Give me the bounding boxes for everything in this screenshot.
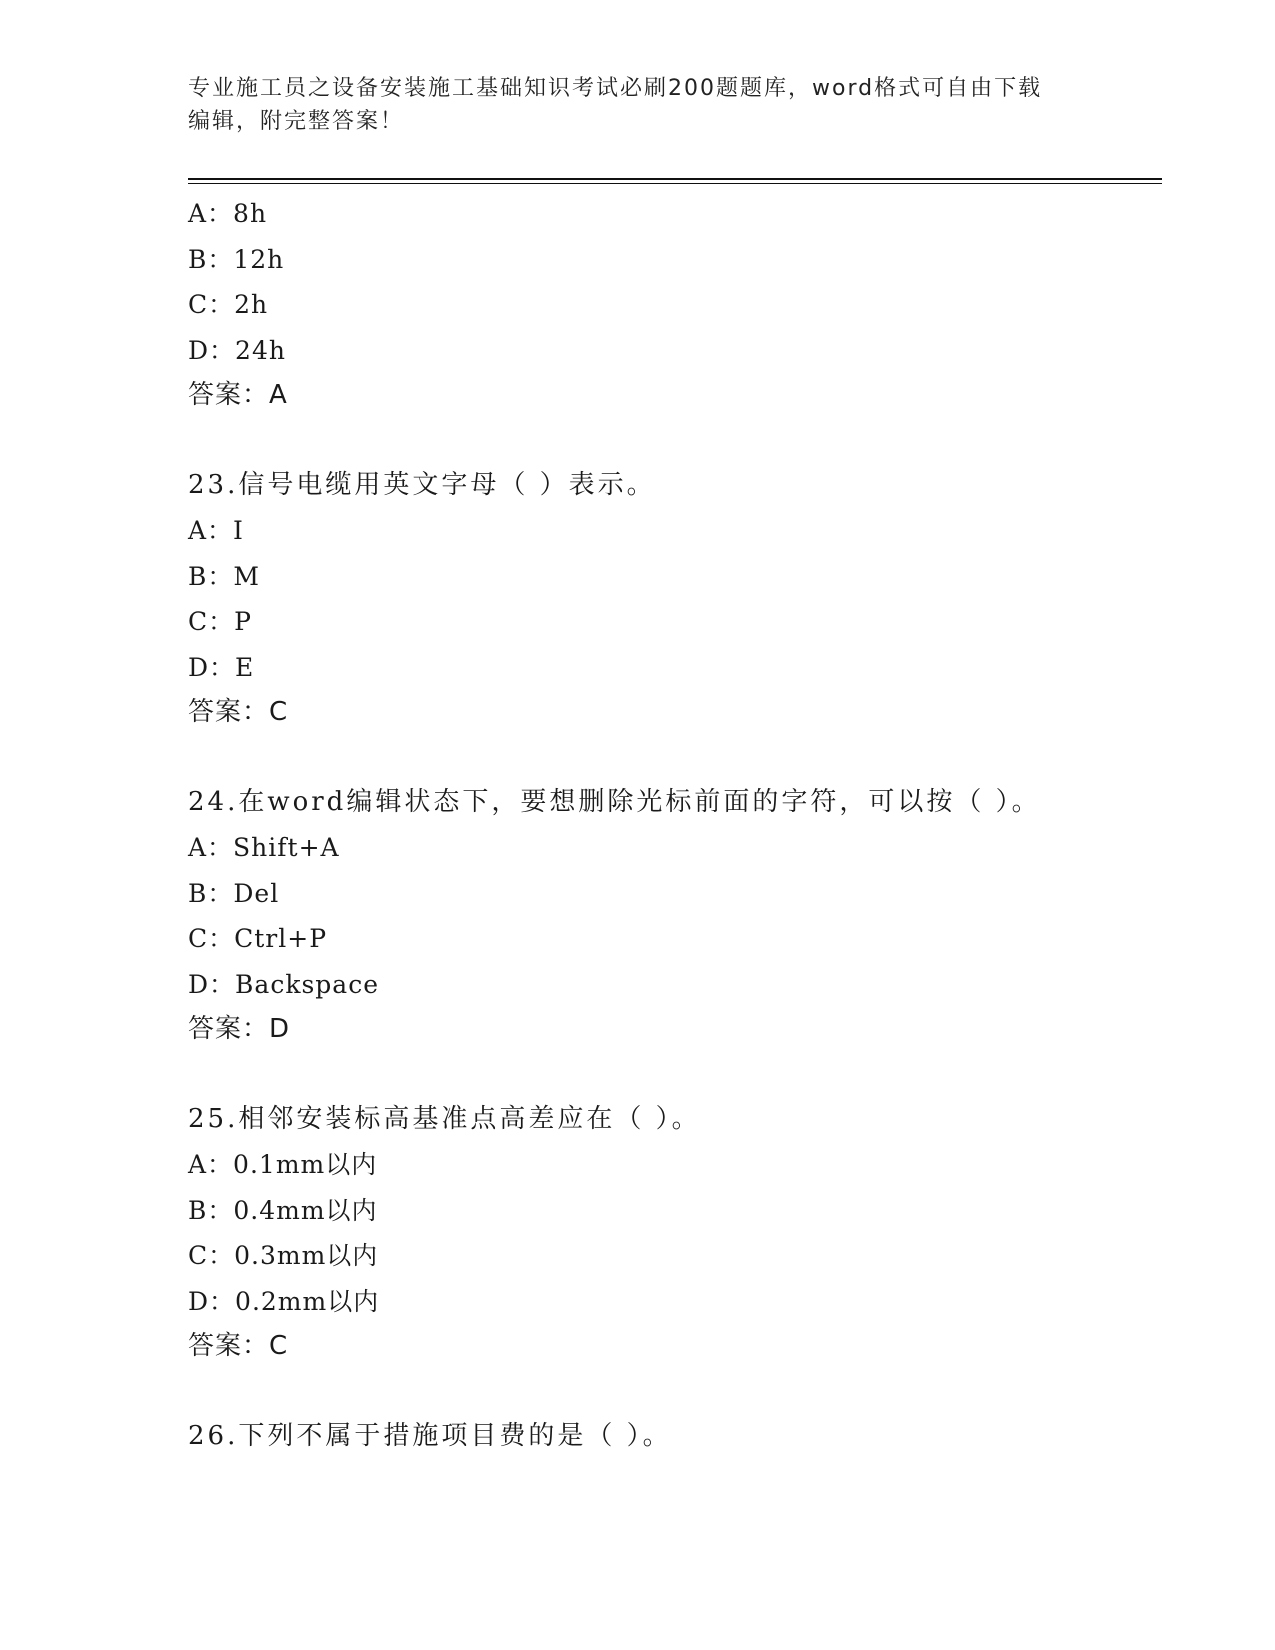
- question-24: [188, 780, 1168, 1053]
- answer: 答案：C: [188, 1331, 289, 1361]
- question-title: 24.在word编辑状态下，要想删除光标前面的字符，可以按（ ）。: [188, 786, 1041, 817]
- answer: 答案：D: [188, 1014, 291, 1044]
- option-b: B：Del: [188, 878, 280, 908]
- option-d: D：Backspace: [188, 969, 380, 999]
- option-b: B：0.4mm以内: [188, 1195, 378, 1225]
- spacer: [188, 1053, 1168, 1097]
- option-c: C：0.3mm以内: [188, 1241, 379, 1270]
- option-a: A：8h: [188, 199, 268, 228]
- document-body: [188, 191, 1168, 1459]
- option-d: D：E: [188, 652, 255, 682]
- spacer: [188, 736, 1168, 780]
- question-25: [188, 1097, 1168, 1370]
- question-26: [188, 1414, 1168, 1460]
- answer: 答案：C: [188, 697, 289, 727]
- question-23: [188, 463, 1168, 736]
- question-title: 25.相邻安装标高基准点高差应在（ ）。: [188, 1103, 701, 1134]
- option-c: C：2h: [188, 290, 269, 319]
- page-header: [188, 72, 1088, 138]
- header-title-line-2: 编辑，附完整答案！: [188, 109, 405, 134]
- option-b: B：12h: [188, 244, 285, 274]
- option-a: A：I: [188, 516, 244, 545]
- answer: 答案：A: [188, 380, 288, 410]
- option-d: D：24h: [188, 335, 286, 365]
- option-a: A：Shift+A: [188, 833, 340, 862]
- question-title: 23.信号电缆用英文字母（ ）表示。: [188, 469, 656, 500]
- option-a: A：0.1mm以内: [188, 1150, 378, 1179]
- header-title-line-1: 专业施工员之设备安装施工基础知识考试必刷200题题库，word格式可自由下载: [188, 76, 1043, 101]
- spacer: [188, 1370, 1168, 1414]
- header-divider: [188, 178, 1162, 184]
- option-c: C：P: [188, 607, 252, 636]
- question-title: 26.下列不属于措施项目费的是（ ）。: [188, 1420, 672, 1451]
- option-c: C：Ctrl+P: [188, 924, 328, 953]
- option-d: D：0.2mm以内: [188, 1286, 380, 1316]
- spacer: [188, 419, 1168, 463]
- option-b: B：M: [188, 561, 260, 591]
- question-22: [188, 191, 1168, 419]
